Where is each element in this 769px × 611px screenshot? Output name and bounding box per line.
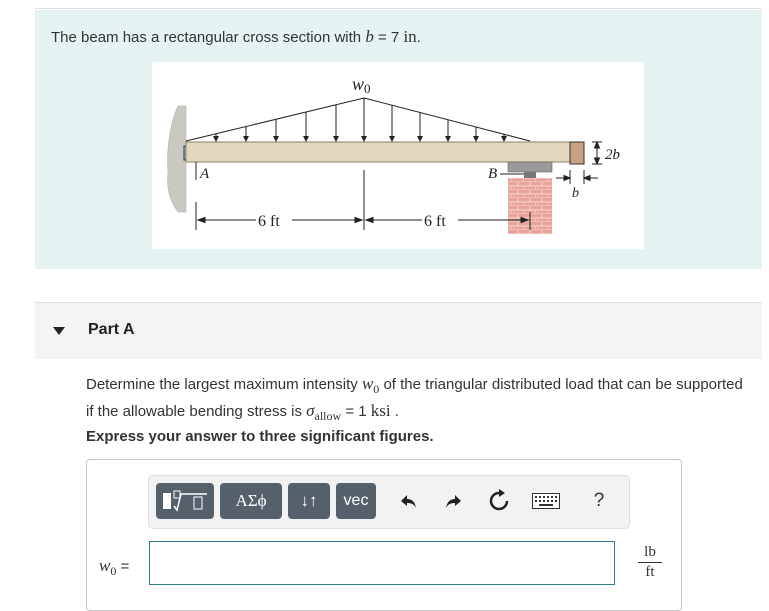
part-a-header[interactable] xyxy=(35,303,762,359)
undo-icon xyxy=(399,491,419,511)
dim-left-label: 6 ft xyxy=(258,213,280,230)
templates-button[interactable] xyxy=(156,483,214,519)
arrows-button[interactable]: ↓↑ xyxy=(288,483,330,519)
problem-period: . xyxy=(416,29,421,46)
vec-button[interactable]: vec xyxy=(336,483,376,519)
unit-fraction-bar xyxy=(638,562,662,563)
support-b-label: B xyxy=(488,166,498,182)
load-arrows xyxy=(216,98,504,141)
unit-denominator: ft xyxy=(645,564,655,580)
answer-equals: = xyxy=(116,558,130,575)
question-part-1: Determine the largest maximum intensity xyxy=(86,376,362,393)
reset-button[interactable] xyxy=(483,485,515,517)
matrix-sqrt-template-icon xyxy=(160,488,210,514)
question-part-3: = 1 xyxy=(341,403,371,420)
fixed-wall xyxy=(167,106,186,212)
reset-icon xyxy=(487,489,511,513)
collapse-triangle-icon[interactable] xyxy=(53,327,65,335)
load-label: w0 xyxy=(352,74,371,96)
unit-numerator: lb xyxy=(644,544,656,560)
answer-units xyxy=(638,544,662,581)
math-toolbar xyxy=(148,475,630,529)
problem-text xyxy=(51,27,421,47)
question-text xyxy=(86,373,746,427)
answer-var-subscript: 0 xyxy=(110,564,117,578)
b-variable: b xyxy=(365,27,374,46)
section-height-label: 2b xyxy=(605,147,620,163)
answer-var: w xyxy=(99,556,111,575)
roller-b xyxy=(508,162,552,172)
answer-panel xyxy=(86,459,682,611)
instruction-text: Express your answer to three significant figures. xyxy=(86,428,434,445)
w0-subscript: 0 xyxy=(373,382,380,396)
dimension-lines xyxy=(196,170,530,230)
problem-equals: = 7 xyxy=(373,29,404,46)
part-label: Part A xyxy=(88,321,135,338)
redo-button[interactable] xyxy=(437,485,469,517)
question-part-2: of the triangular distributed load that can be supported if the allowable bending stress is xyxy=(86,376,743,420)
beam xyxy=(186,142,584,162)
problem-text-prefix: The beam has a rectangular cross section with xyxy=(51,29,366,46)
section-width-label: b xyxy=(572,186,579,201)
w0-variable: w xyxy=(361,374,374,393)
greek-symbols-button[interactable]: ΑΣϕ xyxy=(220,483,282,519)
top-divider xyxy=(35,8,762,9)
beam-figure xyxy=(152,62,644,249)
redo-icon xyxy=(443,491,463,511)
unit-in: in xyxy=(403,27,417,46)
help-button[interactable]: ? xyxy=(593,490,605,511)
undo-button[interactable] xyxy=(393,485,425,517)
triangular-load-outline xyxy=(186,98,530,141)
sigma-variable: σ xyxy=(306,401,315,420)
dim-right-label: 6 ft xyxy=(424,213,446,230)
sigma-subscript: allow xyxy=(314,409,342,423)
cross-section xyxy=(570,142,584,164)
answer-input[interactable] xyxy=(149,541,615,585)
keyboard-icon xyxy=(532,493,560,509)
keyboard-button[interactable] xyxy=(529,485,563,517)
question-part-4: . xyxy=(390,403,399,420)
unit-ksi: ksi xyxy=(370,401,391,420)
problem-statement xyxy=(35,10,762,269)
answer-variable-label xyxy=(99,556,129,579)
support-a-label: A xyxy=(200,166,210,182)
